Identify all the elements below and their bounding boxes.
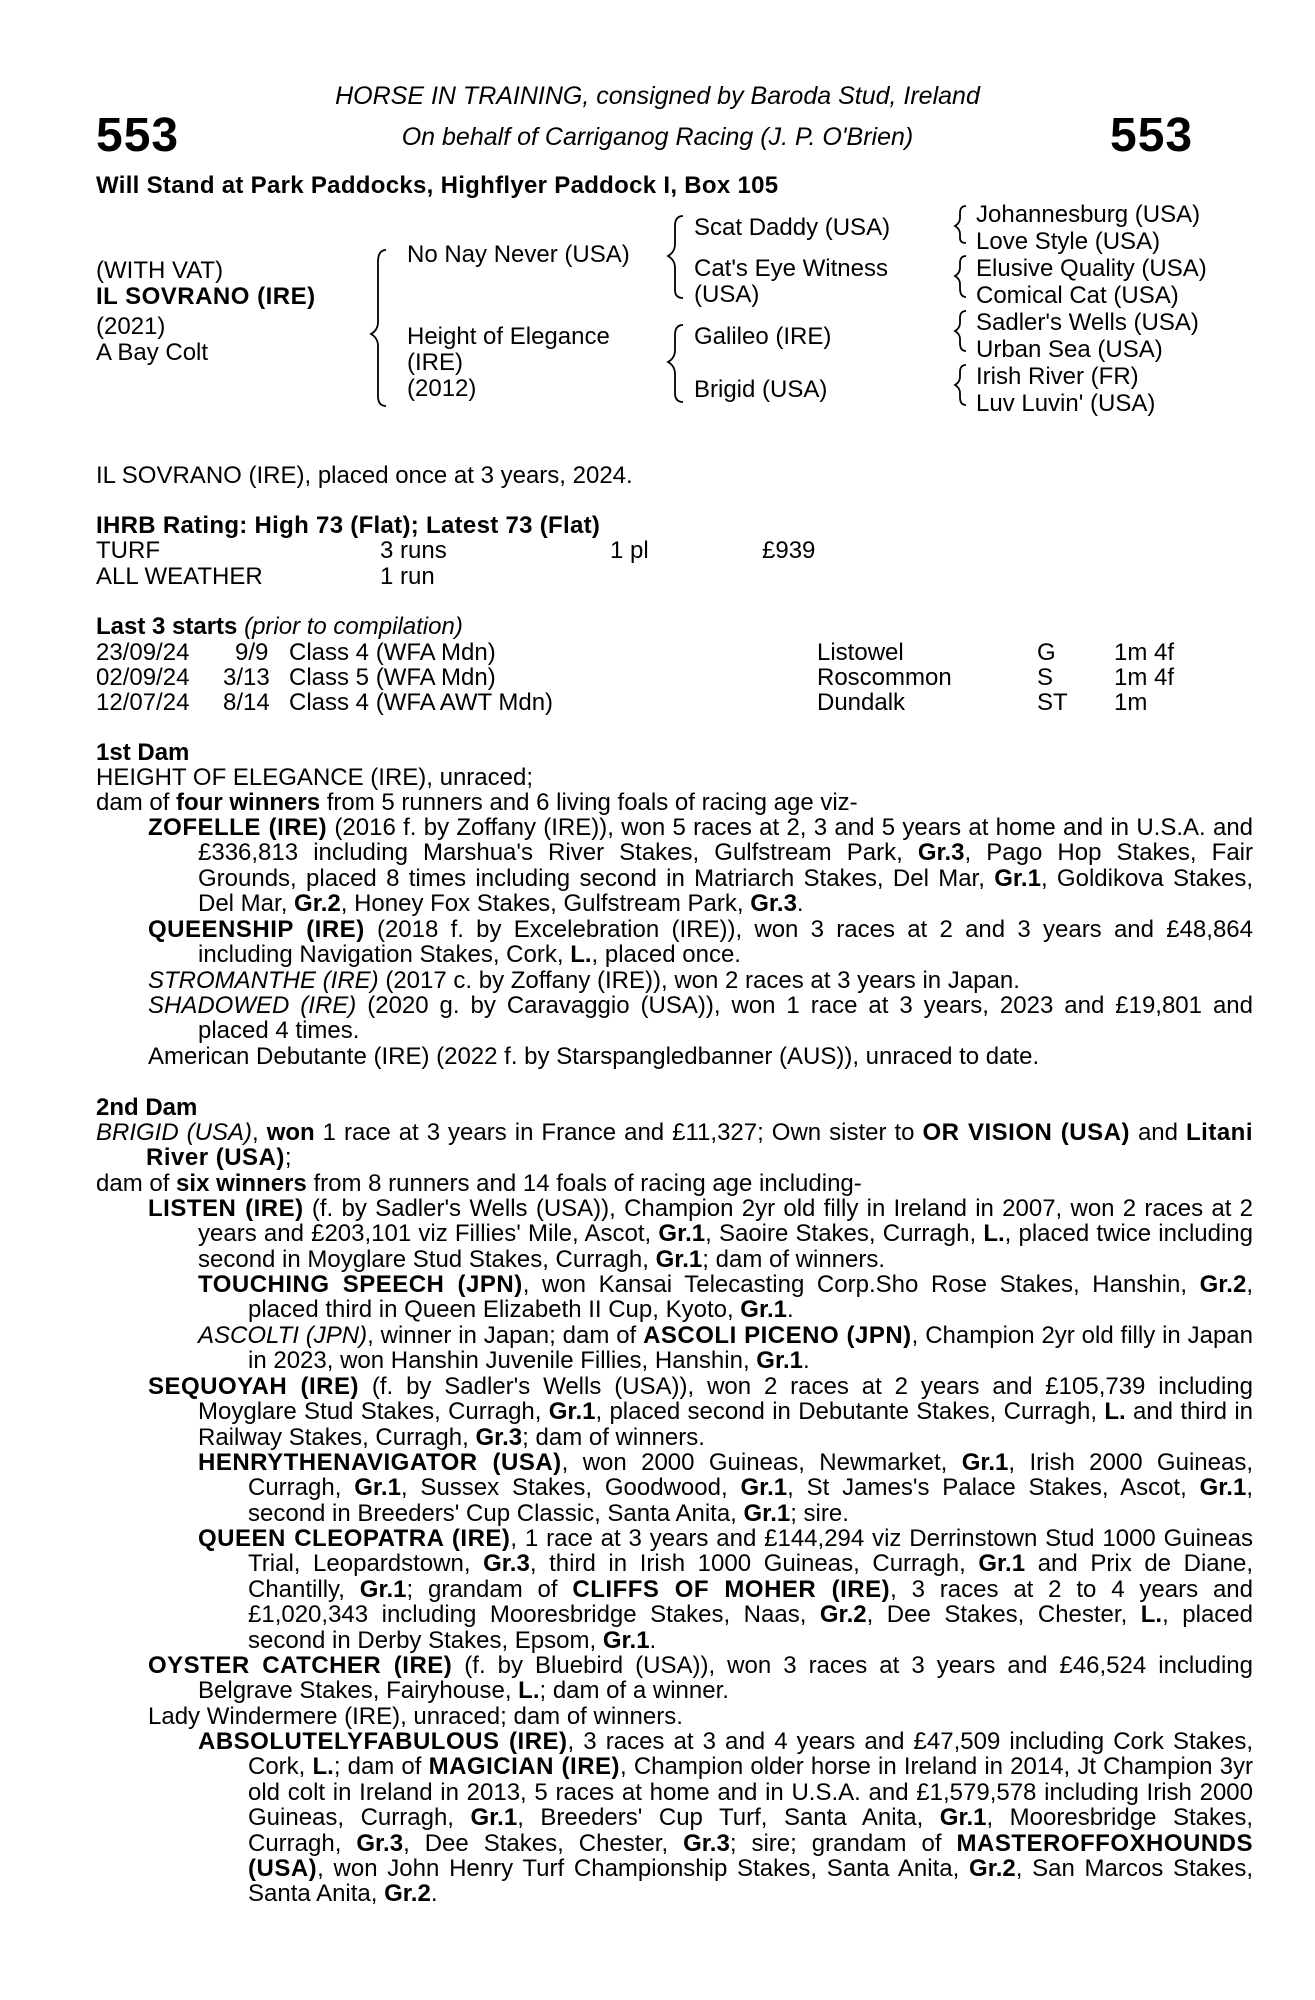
pedigree-dam-line1: Height of Elegance [407,323,610,350]
dam-of-suffix: from 8 runners and 14 foals of racing age including- [306,1170,862,1197]
vat-label: (WITH VAT) [96,257,224,284]
start-position: 9/9 [235,639,269,666]
start-course: Roscommon [817,664,952,691]
pedigree-sire-dam-line2: (USA) [694,281,760,308]
start-row [96,690,1196,716]
produce-entry-henrythenavigator: HENRYTHENAVIGATOR (USA), won 2000 Guineas, Newmarket, Gr.1, Irish 2000 Guineas, Curragh, Gr.1, Sussex Stakes, Goodwood, Gr.1, St James's Palace Stakes, Ascot, Gr.1, second in Breeders' Cup Classic, Santa Anita, Gr.1; sire. [198,1449,1253,1527]
produce-entry-ascolti: ASCOLTI (JPN), winner in Japan; dam of ASCOLI PICENO (JPN), Champion 2yr old filly in Japan in 2023, won Hanshin Juvenile Fillies, Hanshin, Gr.1. [198,1322,1254,1375]
on-behalf-line: On behalf of Carriganog Racing (J. P. O'Brien) [401,123,914,151]
pedigree-dam-dam: Brigid (USA) [694,376,828,403]
start-distance: 1m 4f [1114,664,1175,691]
location-line: Will Stand at Park Paddocks, Highflyer Paddock I, Box 105 [96,172,779,199]
start-race: Class 5 (WFA Mdn) [289,664,496,691]
consignor-line: HORSE IN TRAINING, consigned by Baroda Stud, Ireland [335,82,980,110]
first-dam-heading: 1st Dam [96,739,190,766]
second-dam-intro: BRIGID (USA), won 1 race at 3 years in France and £11,327; Own sister to OR VISION (USA) and Litani River (USA); [96,1119,1254,1172]
dam-of-bold: four winners [176,789,321,816]
produce-entry-queen-cleopatra: QUEEN CLEOPATRA (IRE), 1 race at 3 years and £144,294 viz Derrinstown Stud 1000 Guineas Trial, Leopardstown, Gr.3, third in Irish 1000 Guineas, Curragh, Gr.1 and Prix de Diane, Chantilly, Gr.1; grandam of CLIFFS OF MOHER (IRE), 3 races at 2 to 4 years and £1,020,343 including Mooresbridge Stakes, Naas, Gr.2, Dee Stakes, Chester, L., placed second in Derby Stakes, Epsom, Gr.1. [198,1525,1254,1654]
start-course: Listowel [817,639,904,666]
second-dam-heading: 2nd Dam [96,1094,198,1121]
start-course: Dundalk [817,689,906,716]
start-race: Class 4 (WFA Mdn) [289,639,496,666]
pedigree-ggen-2: Love Style (USA) [976,228,1161,255]
horse-description: A Bay Colt [96,339,209,366]
dam-of-suffix: from 5 runners and 6 living foals of racing age viz- [320,789,858,816]
start-going: G [1037,639,1056,666]
pedigree-dam-sire: Galileo (IRE) [694,323,832,350]
pedigree-dam [407,324,610,402]
pedigree-sire-dam-line1: Cat's Eye Witness [694,255,888,282]
produce-entry-lady-windermere: Lady Windermere (IRE), unraced; dam of winners. [148,1703,683,1730]
produce-entry-touching-speech: TOUCHING SPEECH (JPN), won Kansai Telecasting Corp.Sho Rose Stakes, Hanshin, Gr.2, placed third in Queen Elizabeth II Cup, Kyoto, Gr.1. [198,1271,1253,1324]
start-row [96,665,1196,691]
start-date: 02/09/24 [96,664,190,691]
first-dam-intro: HEIGHT OF ELEGANCE (IRE), unraced; [96,764,534,791]
dam-of-prefix: dam of [96,1170,177,1197]
rating-title: IHRB Rating: High 73 (Flat); Latest 73 (Flat) [96,512,601,539]
pedigree-ggen-7: Irish River (FR) [976,363,1139,390]
produce-entry-oyster-catcher: OYSTER CATCHER (IRE) (f. by Bluebird (USA)), won 3 races at 3 years and £46,524 including Belgrave Stakes, Fairyhouse, L.; dam of a winner. [148,1652,1253,1705]
rating-placed: 1 pl [610,537,649,564]
pedigree-ggen-5: Sadler's Wells (USA) [976,309,1199,336]
dam-of-bold: six winners [176,1170,307,1197]
produce-entry-stromanthe: STROMANTHE (IRE) (2017 c. by Zoffany (IRE)), won 2 races at 3 years in Japan. [148,967,1020,994]
start-row [96,640,1196,666]
rating-row-aw [96,564,996,590]
start-going: S [1037,664,1054,691]
start-position: 3/13 [223,664,270,691]
produce-entry-absolutelyfabulous: ABSOLUTELYFABULOUS (IRE), 3 races at 3 and 4 years and £47,509 including Cork Stakes, Cork, L.; dam of MAGICIAN (IRE), Champion older horse in Ireland in 2014, Jt Champion 3yr old colt in Ireland in 2013, 5 races at home and in U.S.A. and £1,579,578 including Irish 2000 Guineas, Curragh, Gr.1, Breeders' Cup Turf, Santa Anita, Gr.1, Mooresbridge Stakes, Curragh, Gr.3, Dee Stakes, Chester, Gr.3; sire; grandam of MASTEROFFOXHOUNDS (USA), won John Henry Turf Championship Stakes, Santa Anita, Gr.2, San Marcos Stakes, Santa Anita, Gr.2. [198,1728,1254,1908]
pedigree-ggen-8: Luv Luvin' (USA) [976,390,1156,417]
last-starts-title [96,614,463,639]
dam-of-prefix: dam of [96,789,177,816]
start-date: 12/07/24 [96,689,190,716]
race-summary: IL SOVRANO (IRE), placed once at 3 years, 2024. [96,462,633,489]
pedigree-dam-line2: (IRE) [407,349,463,376]
last-starts-heading: Last 3 starts [96,613,238,640]
rating-prize: £939 [762,537,816,564]
rating-surface: ALL WEATHER [96,563,263,590]
start-race: Class 4 (WFA AWT Mdn) [289,689,554,716]
second-dam-produce-summary [96,1171,862,1196]
produce-entry-sequoyah: SEQUOYAH (IRE) (f. by Sadler's Wells (USA)), won 2 races at 2 years and £105,739 including Moyglare Stud Stakes, Curragh, Gr.1, placed second in Debutante Stakes, Curragh, L. and third in Railway Stakes, Curragh, Gr.3; dam of winners. [148,1373,1254,1451]
pedigree-ggen-4: Comical Cat (USA) [976,282,1179,309]
produce-entry-shadowed: SHADOWED (IRE) (2020 g. by Caravaggio (USA)), won 1 race at 3 years, 2023 and £19,801 and placed 4 times. [148,992,1253,1045]
rating-runs: 3 runs [380,537,447,564]
produce-entry-american-debutante: American Debutante (IRE) (2022 f. by Starspangledbanner (AUS)), unraced to date. [148,1043,1040,1070]
pedigree-ggen-3: Elusive Quality (USA) [976,255,1207,282]
horse-name: IL SOVRANO (IRE) [96,283,316,310]
pedigree-sire: No Nay Never (USA) [407,241,630,268]
produce-entry-zofelle: ZOFELLE (IRE) (2016 f. by Zoffany (IRE)), won 5 races at 2, 3 and 5 years at home and in U.S.A. and £336,813 including Marshua's River Stakes, Gulfstream Park, Gr.3, Pago Hop Stakes, Fair Grounds, placed 8 times including second in Matriarch Stakes, Del Mar, Gr.1, Goldikova Stakes, Del Mar, Gr.2, Honey Fox Stakes, Gulfstream Park, Gr.3. [148,814,1254,918]
rating-row-turf [96,538,996,564]
pedigree-sire-dam [694,256,888,308]
start-distance: 1m 4f [1114,639,1175,666]
pedigree-sire-sire: Scat Daddy (USA) [694,214,891,241]
rating-runs: 1 run [380,563,435,590]
produce-entry-listen: LISTEN (IRE) (f. by Sadler's Wells (USA)), Champion 2yr old filly in Ireland in 2007, won 2 races at 2 years and £203,101 viz Fillies' Mile, Ascot, Gr.1, Saoire Stakes, Curragh, L., placed twice including second in Moyglare Stud Stakes, Curragh, Gr.1; dam of winners. [148,1195,1254,1273]
first-dam-produce-summary [96,790,858,815]
foaling-year: (2021) [96,313,166,340]
rating-surface: TURF [96,537,160,564]
produce-entry-queenship: QUEENSHIP (IRE) (2018 f. by Excelebration (IRE)), won 3 races at 2 and 3 years and £48,864 including Navigation Stakes, Cork, L., placed once. [148,916,1253,969]
start-going: ST [1037,689,1068,716]
pedigree-ggen-6: Urban Sea (USA) [976,336,1163,363]
start-position: 8/14 [223,689,270,716]
last-starts-note: (prior to compilation) [244,613,463,640]
pedigree-ggen-1: Johannesburg (USA) [976,201,1201,228]
start-date: 23/09/24 [96,639,190,666]
lot-number-right: 553 [1110,109,1194,162]
pedigree-dam-line3: (2012) [407,375,477,402]
start-distance: 1m [1114,689,1148,716]
lot-number-left: 553 [96,109,180,162]
